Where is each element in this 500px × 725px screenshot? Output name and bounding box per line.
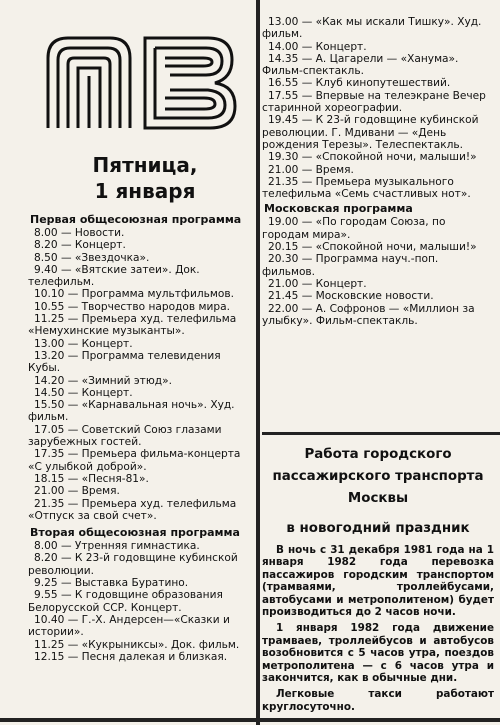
listing-item: 11.25 — Премьера худ. телефильма «Немухинские музыканты». (28, 313, 237, 338)
listing-item: 9.25 — Выставка Буратино. (34, 577, 189, 590)
listing-item: 19.00 — «По городам Союза, по городам мира». (262, 216, 446, 241)
listing-item: 8.00 — Новости. (34, 227, 125, 239)
notice-paragraph: 1 января 1982 года движение трамваев, троллейбусов и автобусов возобновится с 5 часов утра, поездов метрополитена — с 6 часов утра и закончится, как в обычные дни. (262, 622, 494, 685)
listing-item: 22.00 — А. Софронов — «Миллион за улыбку». Фильм-спектакль. (262, 302, 475, 327)
notice-title-line-3: Москвы (347, 491, 409, 506)
logo-text: ТВ (142, 136, 144, 137)
program-2-list (28, 540, 250, 663)
column-divider (256, 0, 260, 725)
listing-item: 17.05 — Советский Союз глазами зарубежных гостей. (28, 423, 222, 449)
listing-item: 9.55 — К годовщине образования Белорусской ССР. Концерт. (28, 589, 223, 614)
day-line-1: Пятница, (92, 153, 198, 177)
listing-item: 15.50 — «Карнавальная ночь». Худ. фильм. (28, 399, 235, 424)
listing-item: 10.40 — Г.-Х. Андерсен—«Сказки и истории». (28, 613, 230, 639)
listing-item: 21.00 — Концерт. (268, 277, 367, 290)
listing-item: 11.25 — «Кукрыниксы». Док. фильм. (34, 638, 240, 651)
listing-item: 21.45 — Московские новости. (268, 290, 434, 303)
listing-item: 14.35 — А. Цагарели — «Ханума». Фильм-спектакль. (262, 52, 459, 78)
listing-item: 9.40 — «Вятские затеи». Док. телефильм. (28, 263, 200, 289)
listing-item: 21.00 — Время. (34, 485, 120, 498)
listing-item: 14.50 — Концерт. (34, 386, 133, 399)
listing-item: 21.35 — Премьера музыкального телефильма «Семь счастливых нот». (262, 175, 471, 201)
listing-item: 10.10 — Программа мультфильмов. (34, 288, 234, 301)
notice-paragraph: Легковые такси работают круглосуточно. (262, 688, 494, 713)
program-2-continued-list (262, 16, 494, 200)
listing-item: 16.55 — Клуб кинопутешествий. (268, 77, 451, 90)
transport-notice (262, 444, 494, 713)
notice-paragraph: В ночь с 31 декабря 1981 года на 1 января 1982 года перевозка пассажиров городским транспортом (трамваями, троллейбусами, автобусами и метрополитеном) будет производиться до 2 часов ночи. (262, 544, 494, 619)
tv-logo (40, 28, 245, 138)
program-2-heading: Вторая общесоюзная программа (30, 526, 240, 540)
bottom-rule (0, 718, 500, 722)
listing-item: 17.55 — Впервые на телеэкране Вечер старинной хореографии. (262, 89, 486, 115)
listing-item: 20.30 — Программа науч.-поп. фильмов. (262, 253, 439, 278)
listing-item: 21.00 — Время. (268, 163, 354, 176)
listing-item: 14.20 — «Зимний этюд». (34, 374, 172, 387)
listing-item: 14.00 — Концерт. (268, 40, 367, 53)
listing-item: 8.20 — Концерт. (34, 239, 126, 252)
listing-item: 18.15 — «Песня-81». (34, 472, 149, 485)
listing-item: 19.30 — «Спокойной ночи, малыши!» (268, 151, 477, 164)
listing-item: 13.00 — «Как мы искали Тишку». Худ. фильм. (262, 16, 482, 41)
day-line-2: 1 января (94, 179, 196, 203)
left-column (28, 213, 250, 663)
listing-item: 10.55 — Творчество народов мира. (34, 300, 230, 313)
listing-item: 13.20 — Программа телевидения Кубы. (28, 349, 221, 375)
listing-item: 20.15 — «Спокойной ночи, малыши!» (268, 241, 477, 254)
listing-item: 8.50 — «Звездочка». (34, 251, 150, 264)
right-column (262, 16, 494, 327)
section-rule (262, 432, 500, 435)
broadcast-day (40, 152, 250, 204)
listing-item: 8.20 — К 23-й годовщине кубинской революции. (28, 552, 238, 577)
program-1-heading: Первая общесоюзная программа (30, 213, 242, 226)
listing-item: 8.00 — Утренняя гимнастика. (34, 540, 200, 553)
notice-title-line-2: пассажирского транспорта (272, 469, 484, 484)
listing-item: 17.35 — Премьера фильма-концерта «С улыбкой доброй». (28, 448, 241, 473)
moscow-program-list (262, 216, 494, 327)
moscow-program-heading: Московская программа (264, 202, 413, 216)
listing-item: 13.00 — Концерт. (34, 337, 133, 350)
listing-item: 21.35 — Премьера худ. телефильма «Отпуск за свой счет». (28, 497, 237, 522)
notice-subtitle: в новогодний праздник (286, 521, 470, 536)
notice-title-line-1: Работа городского (304, 447, 452, 462)
program-1-list (28, 227, 250, 522)
listing-item: 12.15 — Песня далекая и близкая. (34, 650, 228, 663)
listing-item: 19.45 — К 23-й годовщине кубинской революции. Г. Мдивани — «День рождения Терезы». Телеспектакль. (262, 114, 479, 151)
